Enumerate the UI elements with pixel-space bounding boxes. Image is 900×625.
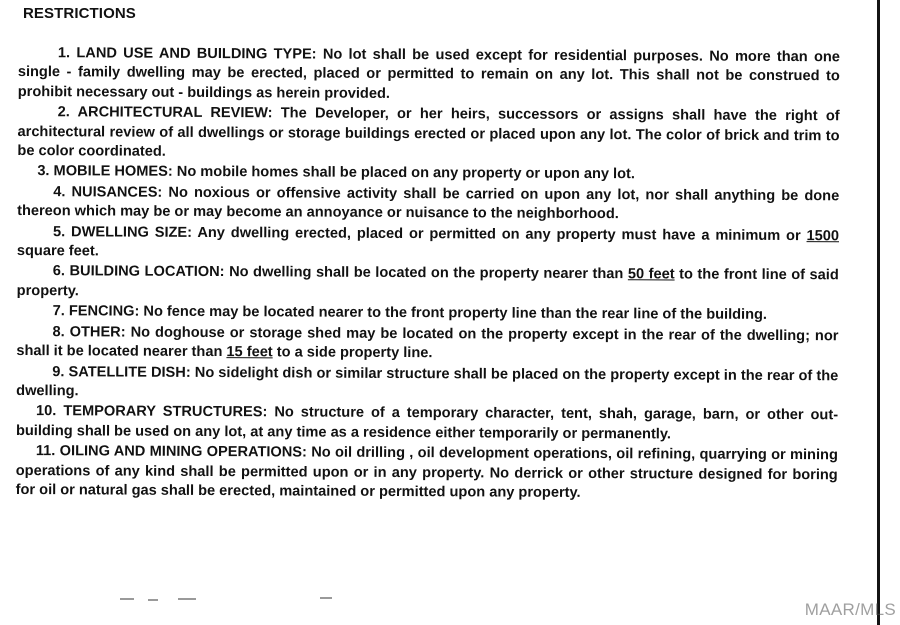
side-setback-value: 15 feet (226, 344, 273, 361)
document-heading: RESTRICTIONS (23, 5, 136, 22)
item-number: 9. (52, 363, 65, 380)
item-title: NUISANCES: (71, 184, 163, 201)
item-title: ARCHITECTURAL REVIEW: (77, 104, 273, 122)
restriction-item-9 (16, 362, 838, 405)
item-text-end: square feet. (16, 243, 99, 260)
item-text: No lot shall be used except for residential purposes. No more than one single - family dwelling may be erected, placed or permitted to remain on any lot. This shall not be construed to prohibit necessary out - buildings as herein provided. (17, 46, 840, 102)
item-number: 4. (53, 184, 66, 201)
item-title: DWELLING SIZE: (71, 223, 193, 241)
item-text: No noxious or offensive activity shall be carried on upon any lot, nor shall anything be done thereon which may be or may become an annoyance or nuisance to the neighborhood. (17, 184, 840, 223)
minimum-square-feet-value: 1500 (806, 227, 840, 244)
restriction-item-5 (17, 223, 839, 266)
item-title: OTHER: (69, 323, 126, 341)
item-title: TEMPORARY STRUCTURES: (63, 403, 268, 421)
item-text: No mobile homes shall be placed on any property or upon any lot. (176, 164, 636, 183)
mls-watermark: MAAR/MLS (804, 599, 896, 619)
item-title: FENCING: (68, 303, 140, 320)
front-setback-value: 50 feet (627, 266, 675, 283)
item-number: 8. (52, 323, 65, 340)
restriction-item-6 (17, 262, 839, 305)
item-number: 2. (57, 104, 70, 121)
restriction-item-11 (16, 442, 838, 505)
restriction-item-10 (16, 402, 838, 445)
item-text: No sidelight dish or similar structure shall be placed on the property except in the rear of the dwelling. (16, 364, 839, 400)
item-title: MOBILE HOMES: (53, 163, 173, 181)
item-title: BUILDING LOCATION: (69, 263, 225, 281)
restriction-item-4 (17, 183, 839, 226)
item-text: Any dwelling erected, placed or permitted on any property must have a minimum or (197, 224, 801, 244)
restriction-item-1 (18, 44, 840, 107)
item-text: No fence may be located nearer to the front property line than the rear line of the building. (143, 303, 768, 324)
item-number: 11. (35, 443, 56, 460)
item-title: LAND USE AND BUILDING TYPE: (76, 45, 317, 63)
item-number: 6. (52, 263, 66, 280)
item-text: No doghouse or storage shed may be located on the property except in the rear of the dwelling; nor shall it be located nearer than (16, 324, 839, 361)
restriction-item-2 (17, 103, 839, 166)
item-text-end: to the front line of said property. (16, 266, 839, 300)
restriction-item-8 (16, 323, 838, 366)
item-text: No dwelling shall be located on the property nearer than (229, 264, 624, 283)
item-number: 10. (36, 403, 57, 420)
item-number: 5. (52, 223, 66, 240)
scan-artifacts (120, 596, 360, 602)
restrictions-list (16, 44, 840, 506)
item-text: No structure of a temporary character, tent, shah, garage, barn, or other out-building shall be used on any lot, at any time as a residence either temporarily or permanently. (15, 404, 839, 443)
item-text: No oil drilling , oil development operations, oil refining, quarrying or mining operations of any kind shall be permitted upon or in any property. No derrick or other structure designed for boring for oil or natural gas shall be erected, maintained or permitted upon any property. (15, 444, 838, 501)
page-edge-rule (877, 0, 880, 625)
item-number: 3. (37, 163, 50, 180)
item-number: 1. (57, 45, 71, 62)
item-text-end: to a side property line. (276, 344, 433, 362)
item-title: SATELLITE DISH: (68, 363, 191, 381)
item-text: The Developer, or her heirs, successors or assigns shall have the right of architectural review of all dwellings or storage buildings erected or placed upon any lot. The color of brick and trim to be color coordinated. (17, 105, 840, 160)
item-title: OILING AND MINING OPERATIONS: (59, 443, 307, 461)
item-number: 7. (52, 303, 65, 320)
